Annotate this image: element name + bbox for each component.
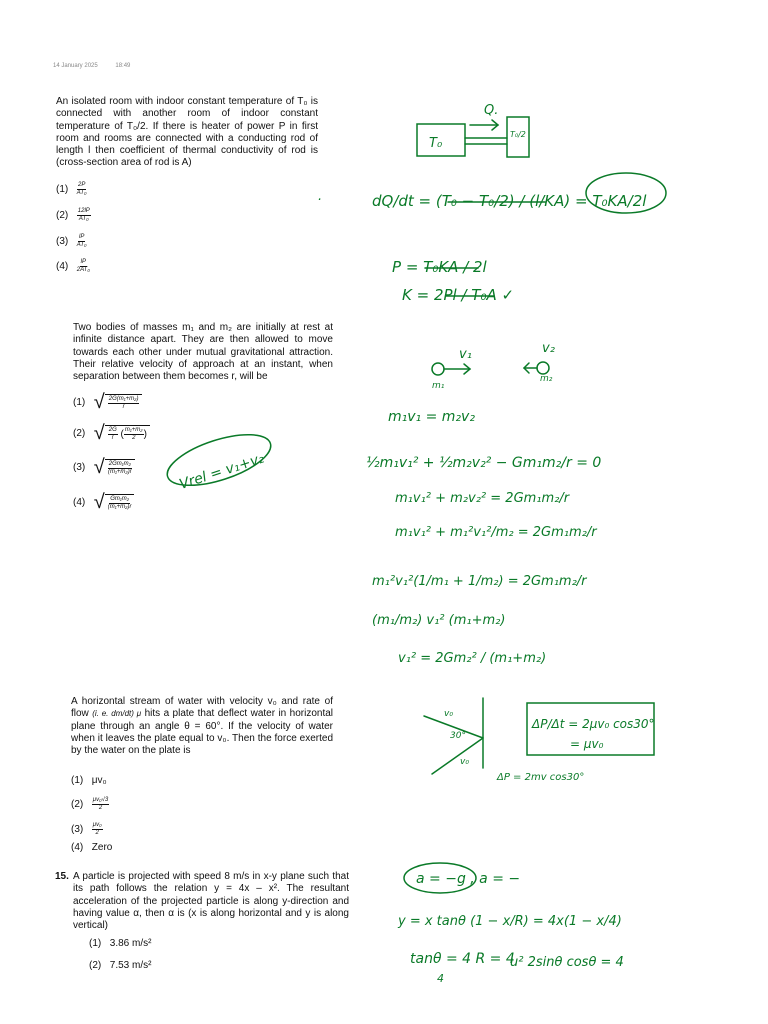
svg-text:K = 2Pl / T₀A ✓: K = 2Pl / T₀A ✓ xyxy=(402,286,515,304)
question-1-text: An isolated room with indoor constant temperature of T₀ is connected with another room of indoor constant temperature of T₀/2. If there is heater of power P in first room and rooms are connected with a conducting rod of length l then coefficient of thermal conductivity of rod is (cross-section area of rod is A) xyxy=(56,96,318,169)
question-15-text: 15. A particle is projected with speed 8 m/s in x-y plane such that its path follows the relation y = 4x – x². The resultant acceleration of the projected particle is along y-direction and having value α, then α is (x is along horizontal and y is along vertical) xyxy=(55,871,349,932)
q3-option-4[interactable]: (4) Zero xyxy=(71,842,113,853)
q1-option-2[interactable]: (2) $\frac{12lP}{\text{AT₀}}$ xyxy=(56,208,90,222)
svg-text:T₀/2: T₀/2 xyxy=(510,130,526,139)
svg-text:m₂: m₂ xyxy=(540,374,553,384)
question-3-text: A horizontal stream of water with velocity v₀ and rate of flow (i. e. dm/dt) μ hits a plate that deflect water in horizontal plane through an angle θ = 60°. If the velocity of water when it leaves the plate equal to v₀. Then the force exerted by the water on the plate is xyxy=(71,696,334,757)
date-label: 14 January 2025 xyxy=(53,63,98,69)
q15-option-1[interactable]: (1) 3.86 m/s² xyxy=(89,938,152,949)
body-m1 xyxy=(432,363,444,375)
svg-text:v₁: v₁ xyxy=(459,347,472,362)
q3-option-1[interactable]: (1) μv₀ xyxy=(71,775,107,786)
svg-text:ΔP/Δt = 2μv₀ cos30°: ΔP/Δt = 2μv₀ cos30° xyxy=(532,717,655,731)
svg-text:(m₁/m₂) v₁² (m₁+m₂): (m₁/m₂) v₁² (m₁+m₂) xyxy=(372,613,506,628)
question-2-text: Two bodies of masses m₁ and m₂ are initially at rest at infinite distance apart. They are then allowed to move towards each other under mutual gravitational attraction. Their relative velocity of approach at an instant, when separation between them becomes r, will be xyxy=(73,322,333,383)
body-m2 xyxy=(537,362,549,374)
q2-option-2[interactable]: (2) √ $\frac{2G}{r}$ ( $\frac{\text{m₁+m₂}}{2}$ ) xyxy=(73,423,150,443)
svg-text:tanθ = 4 R = 4: tanθ = 4 R = 4 xyxy=(410,951,515,967)
svg-text:m₁v₁² + m₂v₂² = 2Gm₁m₂/r: m₁v₁² + m₂v₂² = 2Gm₁m₂/r xyxy=(395,491,570,506)
svg-text:P = T₀KA / 2l: P = T₀KA / 2l xyxy=(392,258,487,276)
q2-option-4[interactable]: (4) √ $\frac{\text{Gm₁m₂}}{\text{(m₁+m₂)r}}$ xyxy=(73,492,134,512)
q3-option-3[interactable]: (3) $\frac{\text{μv₀}}{2}$ xyxy=(71,822,102,836)
svg-text:½m₁v₁² + ½m₂v₂² − Gm₁m₂/r = 0: ½m₁v₁² + ½m₂v₂² − Gm₁m₂/r = 0 xyxy=(366,455,602,471)
q1-option-1[interactable]: (1) $\frac{2P}{\text{AT₀}}$ xyxy=(56,182,87,196)
svg-text:T₀: T₀ xyxy=(429,136,443,151)
q2-option-3[interactable]: (3) √ $\frac{\text{2Gm₁m₂}}{\text{(m₁+m₂)r}}$ xyxy=(73,457,135,477)
time-label: 18:49 xyxy=(115,63,131,69)
q2-option-1[interactable]: (1) √ $\frac{\text{2G(m₁+m₂)}}{r}$ xyxy=(73,392,142,412)
q1-option-4[interactable]: (4) $\frac{lP}{\text{2AT₀}}$ xyxy=(56,259,90,273)
svg-text:= μv₀: = μv₀ xyxy=(570,737,604,751)
svg-text:ΔP = 2mv cos30°: ΔP = 2mv cos30° xyxy=(497,772,585,783)
svg-text:v₁² = 2Gm₂² / (m₁+m₂): v₁² = 2Gm₂² / (m₁+m₂) xyxy=(398,651,547,666)
svg-text:y = x tanθ (1 − x/R) = 4x(1 −: y = x tanθ (1 − x/R) = 4x(1 − x/4) xyxy=(398,914,622,929)
svg-text:m₁: m₁ xyxy=(432,381,445,391)
svg-text:v₂: v₂ xyxy=(542,341,555,356)
q15-option-2[interactable]: (2) 7.53 m/s² xyxy=(89,960,152,971)
q3-option-2[interactable]: (2) $\frac{\text{μv₀√3}}{2}$ xyxy=(71,797,109,811)
svg-text:30°: 30° xyxy=(450,731,466,741)
svg-text:v₀: v₀ xyxy=(460,757,469,767)
svg-text:Q.: Q. xyxy=(484,103,499,118)
svg-text:4: 4 xyxy=(437,972,444,985)
svg-text:m₁v₁² + m₁²v₁²/m₂ = 2Gm₁m₂/r: m₁v₁² + m₁²v₁²/m₂ = 2Gm₁m₂/r xyxy=(395,525,597,540)
flow-rate-expression: (i. e. dm/dt) μ xyxy=(92,709,142,719)
svg-text:u² 2sinθ cosθ = 4: u² 2sinθ cosθ = 4 xyxy=(510,955,624,970)
svg-text:m₁v₁ = m₂v₂: m₁v₁ = m₂v₂ xyxy=(388,409,475,425)
svg-text:a = −g , a = −: a = −g , a = − xyxy=(416,871,521,887)
svg-text:v₀: v₀ xyxy=(444,709,453,719)
q1-option-3[interactable]: (3) $\frac{lP}{\text{AT₀}}$ xyxy=(56,234,87,248)
svg-text:.: . xyxy=(318,189,323,204)
svg-text:dQ/dt = (T₀ − T₀/2) / (l/KA): dQ/dt = (T₀ − T₀/2) / (l/KA) = T₀KA/2l xyxy=(372,192,647,210)
svg-text:Vrel = v₁+v₂: Vrel = v₁+v₂ xyxy=(177,450,267,493)
question-number: 15. xyxy=(55,871,69,882)
svg-text:m₁²v₁²(1/m₁ + 1/m₂) = 2Gm₁m₂/r: m₁²v₁²(1/m₁ + 1/m₂) = 2Gm₁m₂/r xyxy=(372,574,587,589)
